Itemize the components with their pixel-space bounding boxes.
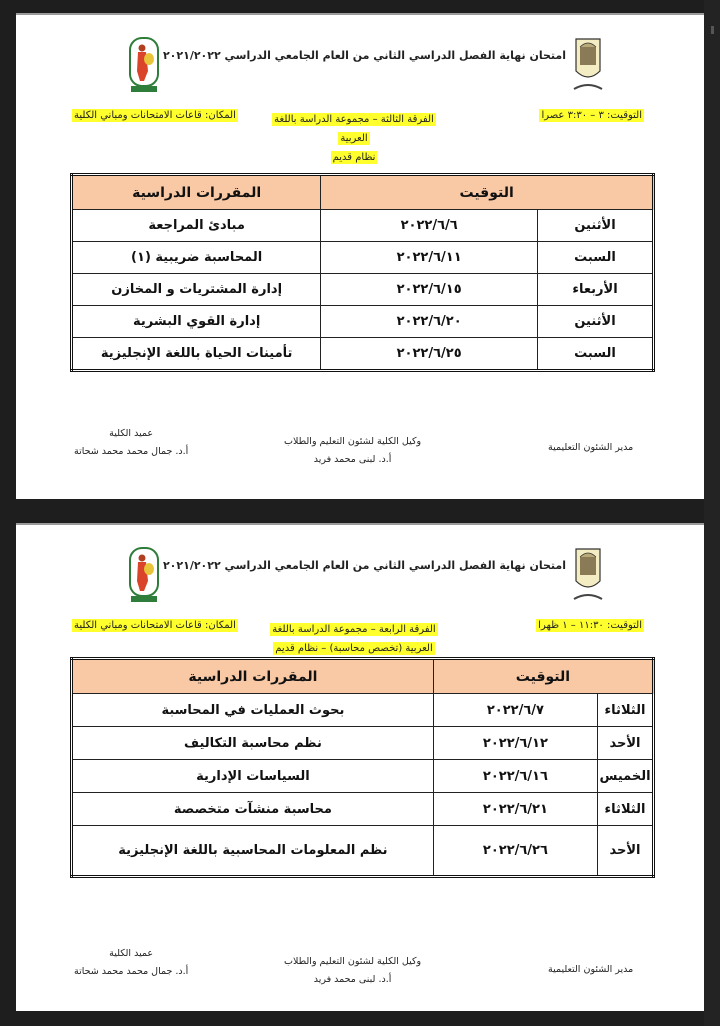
table-row: [72, 793, 654, 826]
date-cell: ٢٠٢٢/٦/١٦: [433, 760, 597, 793]
table-header-row: [72, 659, 654, 694]
vice-dean-name: أ.د. لبنى محمد فريد: [313, 974, 392, 985]
dean-name: أ.د. جمال محمد محمد شحاتة: [74, 446, 189, 457]
course-cell: المحاسبة ضريبية (١): [72, 242, 321, 274]
group-label: [254, 620, 454, 658]
affairs-manager-signature: [548, 961, 633, 979]
table-row: [72, 694, 654, 727]
exam-place-label: [72, 620, 238, 631]
course-cell: مبادئ المراجعة: [72, 210, 321, 242]
exam-place-text: المكان: قاعات الامتحانات ومباني الكلية: [74, 620, 236, 631]
day-cell: الأثنين: [538, 306, 654, 338]
date-cell: ٢٠٢٢/٦/١٢: [433, 727, 597, 760]
date-cell: ٢٠٢٢/٦/٢٠: [321, 306, 538, 338]
university-crest-icon: [568, 547, 608, 607]
table-row: [72, 210, 654, 242]
date-cell: ٢٠٢٢/٦/٢١: [433, 793, 597, 826]
day-cell: الأثنين: [538, 210, 654, 242]
dean-signature: [74, 945, 188, 981]
day-cell: الأحد: [598, 727, 654, 760]
dean-name: أ.د. جمال محمد محمد شحاتة: [74, 966, 189, 977]
exam-place-label: [72, 110, 238, 121]
group-line-2: العربية: [340, 133, 368, 144]
viewer-side-strip: [704, 0, 720, 1026]
university-crest-icon: [568, 37, 608, 97]
document-title: امتحان نهاية الفصل الدراسي الثاني من العام الجامعي الدراسي ٢٠٢١/٢٠٢٢: [162, 559, 566, 572]
day-cell: السبت: [538, 338, 654, 371]
faculty-logo-icon: [128, 547, 160, 603]
header-timing: التوقيت: [433, 659, 653, 694]
day-cell: الأربعاء: [538, 274, 654, 306]
vice-dean-signature: [284, 433, 421, 469]
day-cell: الخميس: [598, 760, 654, 793]
exam-time-text: التوقيت: ٣ – ٣:٣٠ عصرا: [541, 110, 642, 121]
date-cell: ٢٠٢٢/٦/٢٦: [433, 826, 597, 877]
group-line-2: العربية (تخصص محاسبة) – نظام قديم: [275, 643, 433, 654]
vice-dean-signature: [284, 953, 421, 989]
date-cell: ٢٠٢٢/٦/٧: [433, 694, 597, 727]
date-cell: ٢٠٢٢/٦/١٥: [321, 274, 538, 306]
exam-time-text: التوقيت: ١١:٣٠ – ١ ظهرا: [538, 620, 642, 631]
date-cell: ٢٠٢٢/٦/١١: [321, 242, 538, 274]
scroll-handle[interactable]: [711, 26, 714, 34]
day-cell: الأحد: [598, 826, 654, 877]
table-row: [72, 338, 654, 371]
vice-dean-title: وكيل الكلية لشئون التعليم والطلاب: [284, 436, 422, 447]
table-row: [72, 826, 654, 877]
group-label: [264, 110, 444, 167]
day-cell: السبت: [538, 242, 654, 274]
dean-title: عميد الكلية: [109, 428, 154, 439]
header-courses: المقررات الدراسية: [72, 175, 321, 210]
table-row: [72, 274, 654, 306]
course-cell: بحوث العمليات في المحاسبة: [72, 694, 434, 727]
header-timing: التوقيت: [321, 175, 654, 210]
affairs-manager-title: مدير الشئون التعليمية: [548, 964, 634, 975]
exam-place-text: المكان: قاعات الامتحانات ومباني الكلية: [74, 110, 236, 121]
group-line-1: الفرقة الرابعة – مجموعة الدراسة باللغة: [272, 624, 436, 635]
vice-dean-title: وكيل الكلية لشئون التعليم والطلاب: [284, 956, 422, 967]
exam-schedule-table: [70, 657, 655, 878]
schedule-page-1: [16, 13, 704, 499]
group-line-3: نظام قديم: [332, 152, 376, 163]
course-cell: إدارة القوي البشرية: [72, 306, 321, 338]
day-cell: الثلاثاء: [598, 793, 654, 826]
date-cell: ٢٠٢٢/٦/٦: [321, 210, 538, 242]
course-cell: تأمينات الحياة باللغة الإنجليزية: [72, 338, 321, 371]
table-row: [72, 306, 654, 338]
table-row: [72, 727, 654, 760]
table-row: [72, 760, 654, 793]
day-cell: الثلاثاء: [598, 694, 654, 727]
exam-time-label: [539, 110, 644, 121]
exam-time-label: [536, 620, 644, 631]
date-cell: ٢٠٢٢/٦/٢٥: [321, 338, 538, 371]
document-title: امتحان نهاية الفصل الدراسي الثاني من العام الجامعي الدراسي ٢٠٢١/٢٠٢٢: [162, 49, 566, 62]
course-cell: محاسبة منشآت متخصصة: [72, 793, 434, 826]
schedule-page-2: [16, 523, 704, 1011]
header-courses: المقررات الدراسية: [72, 659, 434, 694]
course-cell: نظم محاسبة التكاليف: [72, 727, 434, 760]
course-cell: إدارة المشتريات و المخازن: [72, 274, 321, 306]
dean-signature: [74, 425, 188, 461]
dean-title: عميد الكلية: [109, 948, 154, 959]
group-line-1: الفرقة الثالثة – مجموعة الدراسة باللغة: [274, 114, 434, 125]
course-cell: السياسات الإدارية: [72, 760, 434, 793]
exam-schedule-table: [70, 173, 655, 372]
affairs-manager-title: مدير الشئون التعليمية: [548, 442, 634, 453]
vice-dean-name: أ.د. لبنى محمد فريد: [313, 454, 392, 465]
table-row: [72, 242, 654, 274]
faculty-logo-icon: [128, 37, 160, 93]
affairs-manager-signature: [548, 439, 633, 457]
course-cell: نظم المعلومات المحاسبية باللغة الإنجليزية: [72, 826, 434, 877]
table-header-row: [72, 175, 654, 210]
